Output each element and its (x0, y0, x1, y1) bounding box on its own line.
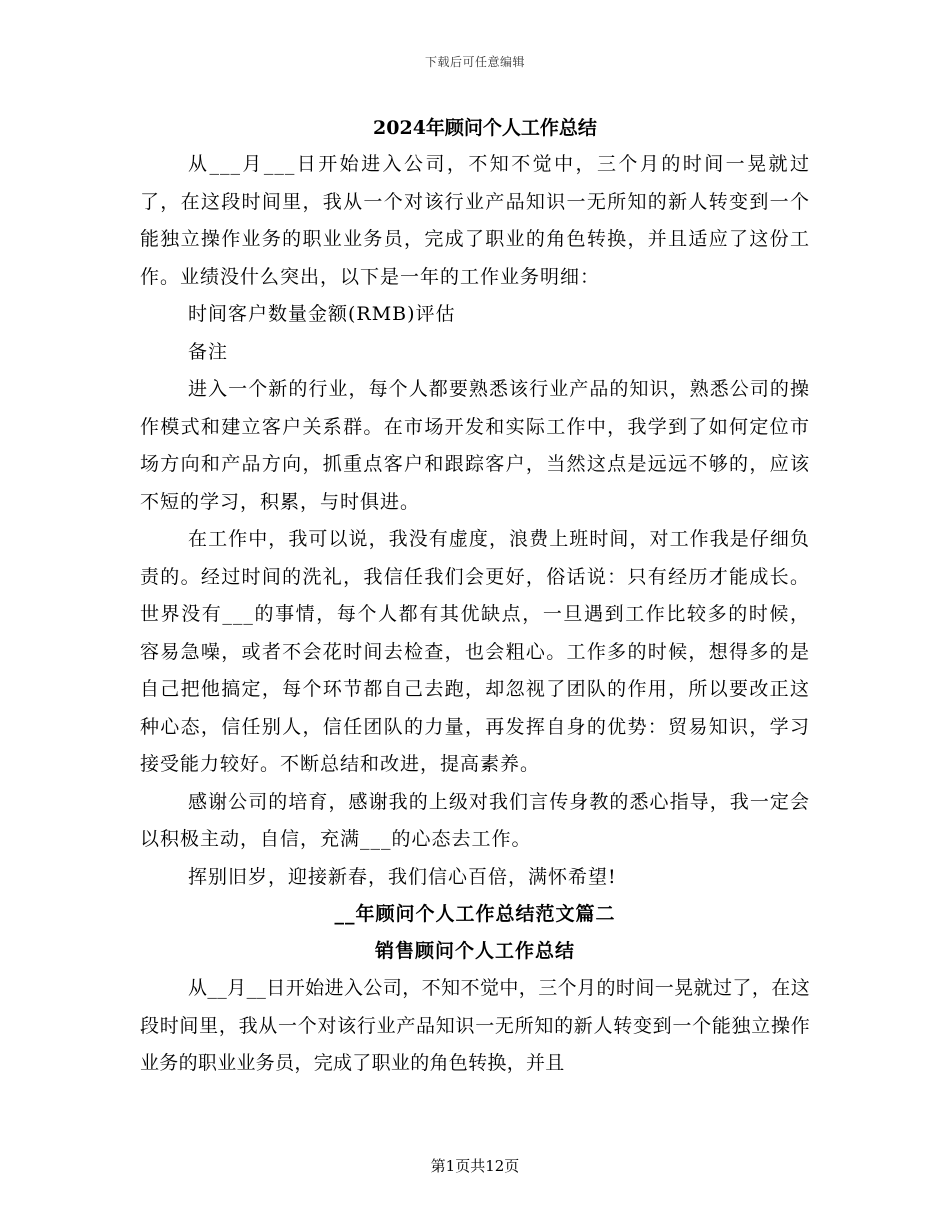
section2-subtitle: 销售顾问个人工作总结 (374, 940, 575, 962)
document-body (140, 110, 810, 1083)
paragraph-intro: 从___月___日开始进入公司，不知不觉中，三个月的时间一晃就过了，在这段时间里，我从一个对该行业产品知识一无所知的新人转变到一个能独立操作业务的职业业务员，完成了职业的角色转换，并且适应了这份工作。业绩没什么突出，以下是一年的工作业务明细： (140, 153, 810, 288)
paragraph-table-header: 时间客户数量金额(RMB)评估 (188, 303, 456, 325)
paragraph-farewell: 挥别旧岁，迎接新春，我们信心百倍，满怀希望! (188, 865, 617, 888)
page-number: 第1页共12页 (430, 1157, 520, 1175)
document-title: 2024年顾问个人工作总结 (373, 117, 597, 139)
paragraph-thanks: 感谢公司的培育，感谢我的上级对我们言传身教的悉心指导，我一定会以积极主动，自信，充满___的心态去工作。 (140, 790, 810, 850)
paragraph-work-attitude: 在工作中，我可以说，我没有虚度，浪费上班时间，对工作我是仔细负责的。经过时间的洗礼，我信任我们会更好，俗话说：只有经历才能成长。世界没有___的事情，每个人都有其优缺点，一旦遇到工作比较多的时候，容易急噪，或者不会花时间去检查，也会粗心。工作多的时候，想得多的是自己把他搞定，每个环节都自己去跑，却忽视了团队的作用，所以要改正这种心态，信任别人，信任团队的力量，再发挥自身的优势：贸易知识，学习接受能力较好。不断总结和改进，提高素养。 (140, 528, 810, 775)
paragraph-remarks: 备注 (188, 340, 229, 363)
paragraph-new-industry: 进入一个新的行业，每个人都要熟悉该行业产品的知识，熟悉公司的操作模式和建立客户关系群。在市场开发和实际工作中，我学到了如何定位市场方向和产品方向，抓重点客户和跟踪客户，当然这点是远远不够的，应该不短的学习，积累，与时俱进。 (140, 378, 810, 513)
section2-paragraph: 从__月__日开始进入公司，不知不觉中，三个月的时间一晃就过了，在这段时间里，我从一个对该行业产品知识一无所知的新人转变到一个能独立操作业务的职业业务员，完成了职业的角色转换，并且 (140, 977, 810, 1074)
section2-title: __年顾问个人工作总结范文篇二 (334, 903, 616, 925)
header-note: 下载后可任意编辑 (424, 55, 525, 69)
